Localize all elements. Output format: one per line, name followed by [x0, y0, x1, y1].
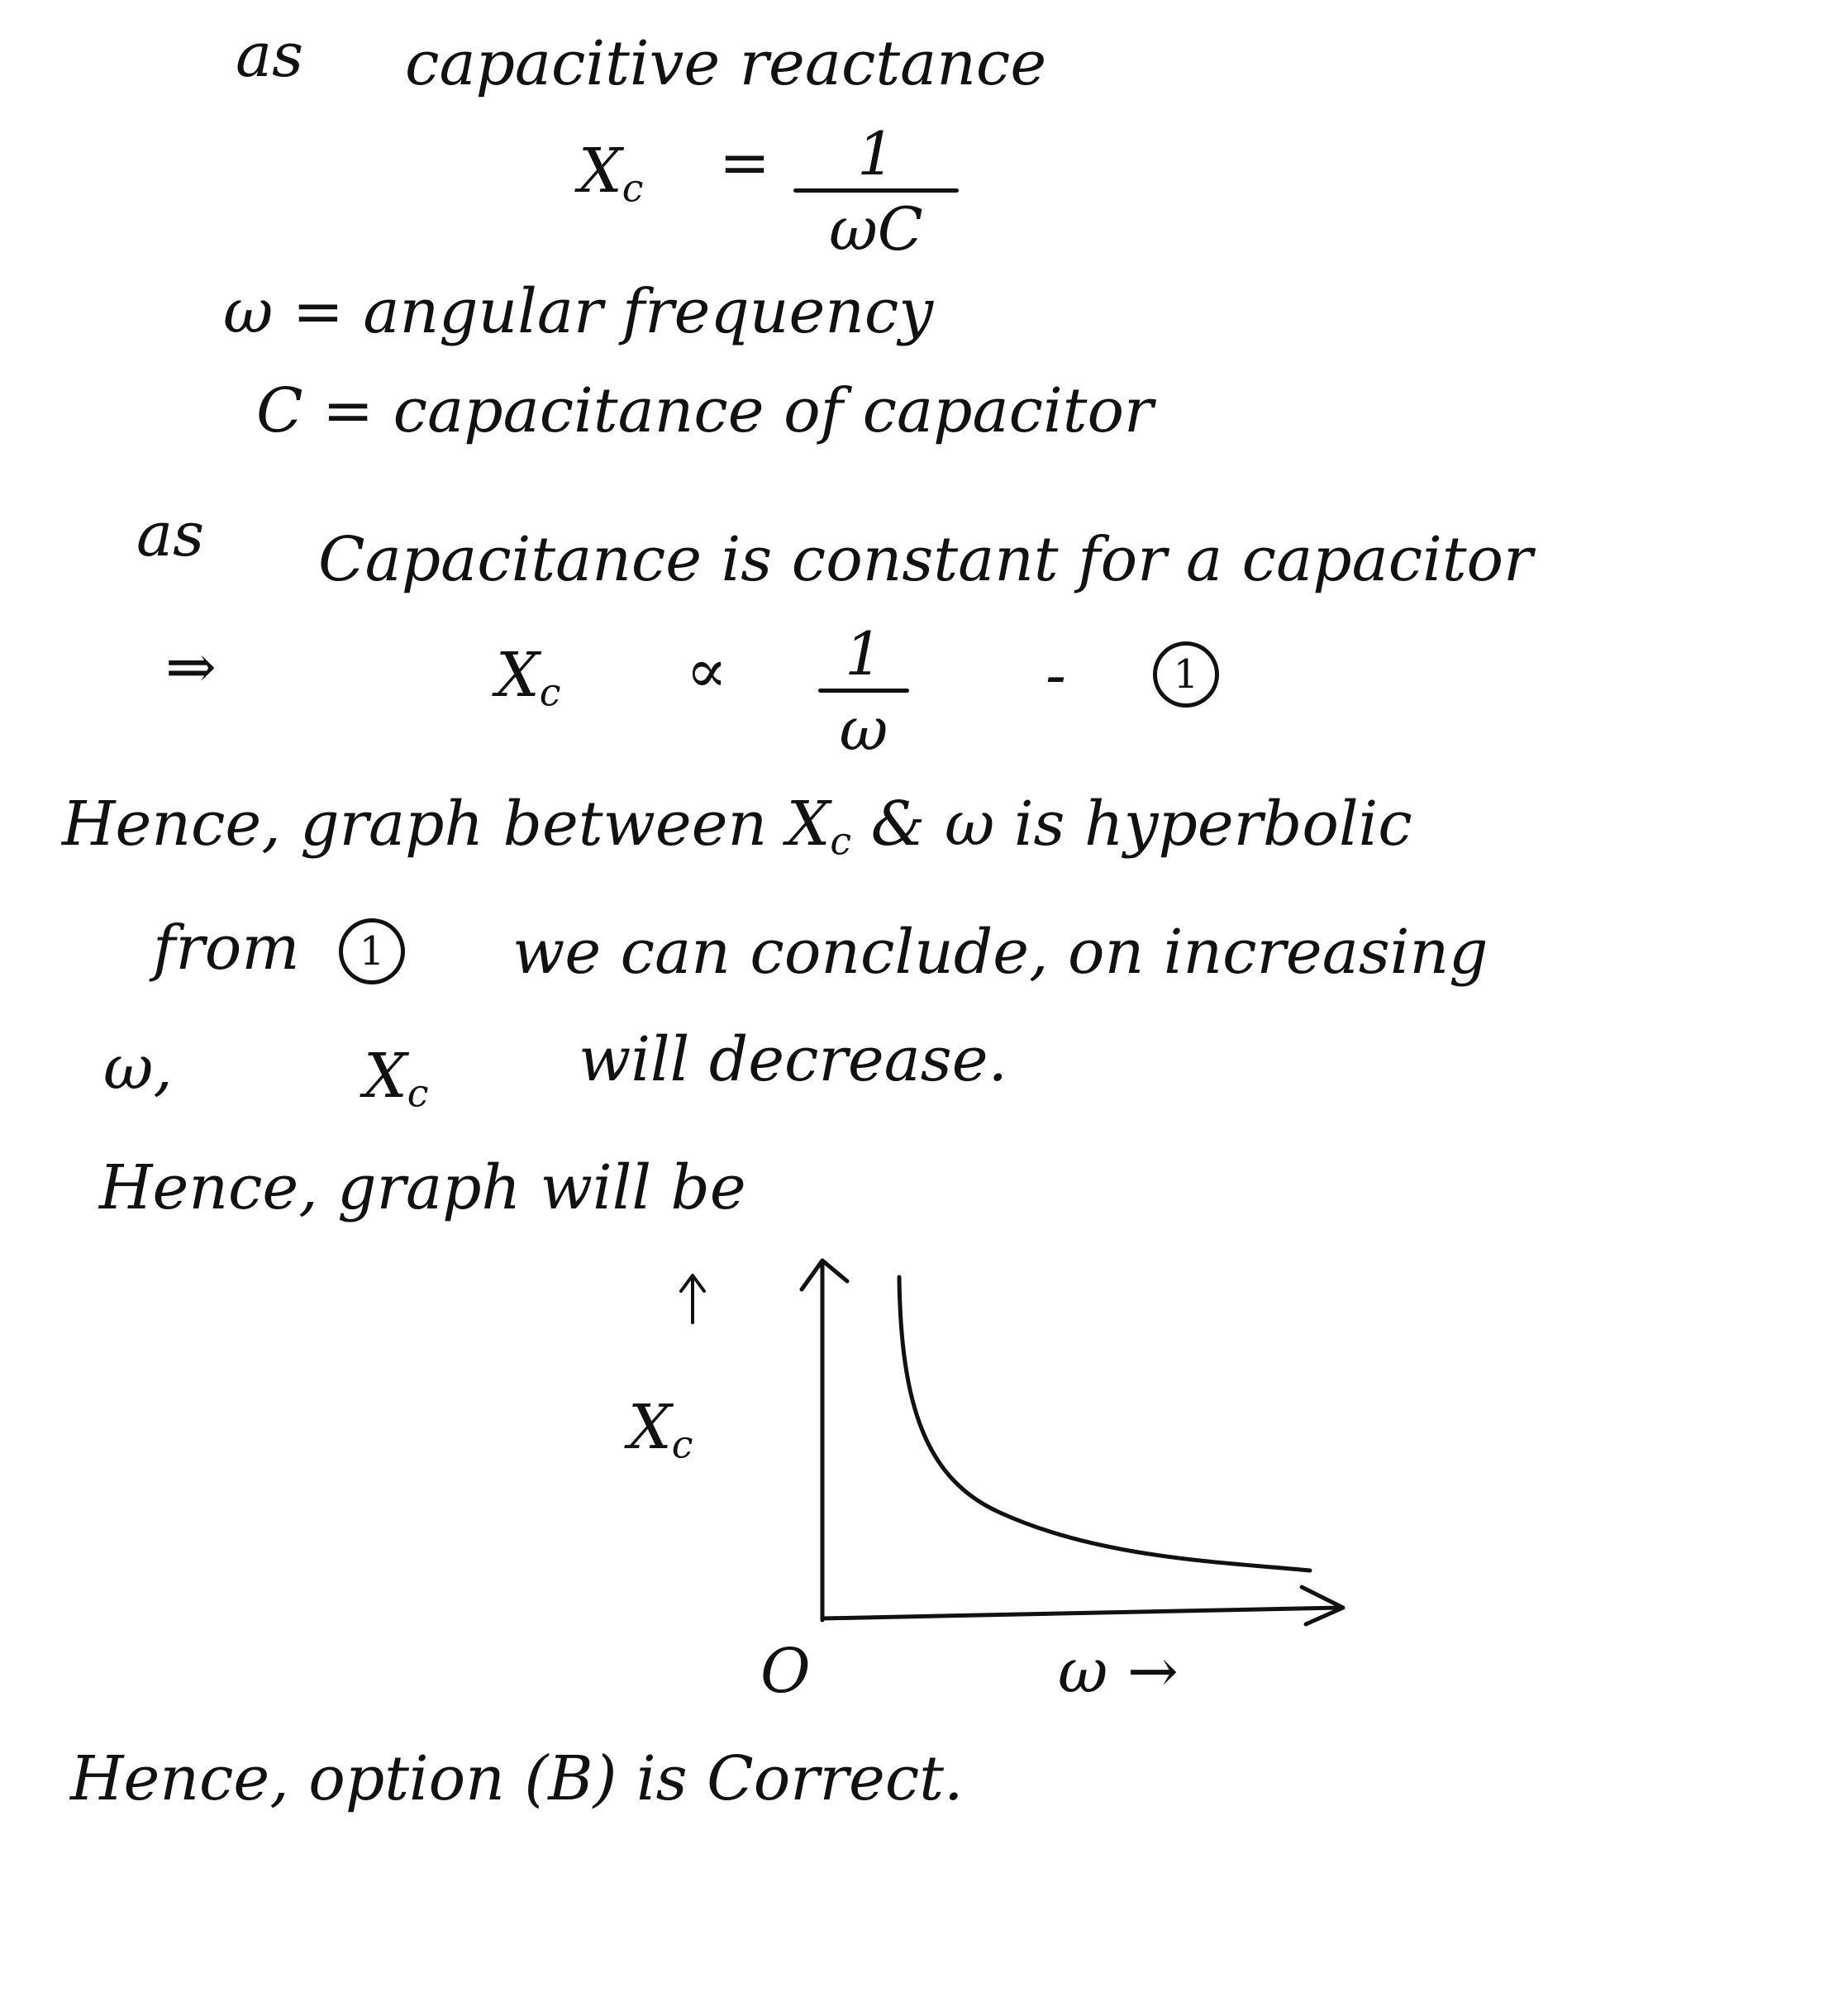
proportionality-numerator: 1: [845, 619, 883, 689]
equals-sign: =: [719, 127, 771, 198]
x-axis-label: ω →: [1058, 1636, 1179, 1707]
y-axis-label: $X_c$: [628, 1392, 693, 1467]
hyperbolic-curve: [899, 1277, 1310, 1570]
hence-hyperbolic-statement: Hence, graph between $X_c$ & ω is hyperbolic: [62, 789, 1412, 864]
xc-decrease-symbol: $X_c$: [364, 1041, 429, 1116]
capacitive-reactance-heading: capacitive reactance: [405, 28, 1047, 99]
conclude-statement: we can conclude, on increasing: [512, 917, 1488, 988]
hence-graph-statement: Hence, graph will be: [99, 1152, 746, 1223]
origin-label: O: [760, 1636, 811, 1707]
final-answer: Hence, option (B) is Correct.: [70, 1743, 964, 1814]
equation-reference-1b: 1: [339, 913, 405, 984]
proportionality-denominator: ω: [839, 694, 888, 764]
proportionality-lhs: $X_c$: [496, 640, 561, 715]
proportional-symbol: ∝: [686, 636, 728, 707]
xc-formula-lhs: $X_c$: [579, 136, 644, 211]
from-word: from: [153, 913, 300, 984]
equation-reference-1: 1: [1153, 636, 1219, 708]
implies-arrow: ⇒: [165, 632, 217, 703]
xc-formula-denominator: ωC: [829, 194, 923, 264]
capacitance-constant-statement: Capacitance is constant for a capacitor: [318, 524, 1533, 595]
as-word: as: [236, 20, 304, 91]
capacitance-definition: C = capacitance of capacitor: [256, 375, 1154, 446]
x-axis: [822, 1608, 1339, 1618]
will-decrease-text: will decrease.: [579, 1024, 1008, 1095]
omega-comma: ω,: [103, 1032, 173, 1103]
xc-formula-numerator: 1: [857, 119, 895, 188]
omega-definition: ω = angular frequency: [223, 276, 934, 347]
as-word-2: as: [136, 499, 205, 570]
equation-dash: -: [1045, 640, 1067, 711]
x-axis-arrowhead: [1302, 1587, 1343, 1624]
